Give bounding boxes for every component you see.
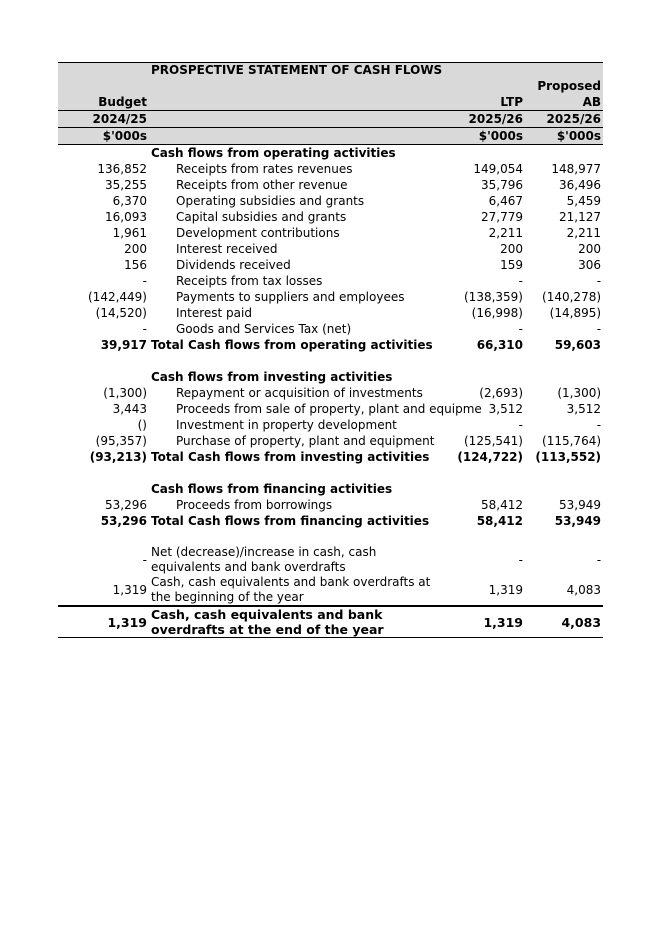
line-item-ltp: (2,693) (479, 385, 523, 400)
total-label: Total Cash flows from investing activities (151, 449, 430, 464)
line-item-budget: 136,852 (97, 161, 147, 176)
net-change-budget: - (142, 552, 147, 567)
line-item-budget: (142,449) (88, 289, 147, 304)
line-item-ab: 21,127 (559, 209, 602, 224)
cash-flow-statement (58, 62, 603, 638)
line-item-label: Interest received (176, 241, 278, 256)
line-item-budget: (1,300) (103, 385, 147, 400)
financing-rows (58, 497, 603, 513)
line-item-label: Receipts from other revenue (176, 177, 348, 192)
total-budget-value: (93,213) (89, 449, 147, 464)
title-row (58, 63, 603, 79)
line-item-row (58, 321, 603, 337)
header-row-labels (58, 94, 603, 111)
proposed-year: 2025/26 (525, 111, 603, 128)
beginning-label: Cash, cash equivalents and bank overdrafts at the beginning of the year (151, 575, 431, 604)
net-change-ltp: - (518, 552, 523, 567)
header-row-proposed (58, 78, 603, 94)
line-item-ab: 53,949 (559, 497, 602, 512)
line-item-label: Proceeds from sale of property, plant and equipme (176, 401, 482, 416)
line-item-ltp: - (518, 417, 523, 432)
line-item-budget: 35,255 (105, 177, 147, 192)
investing-heading: Cash flows from investing activities (151, 369, 393, 384)
line-item-label: Payments to suppliers and employees (176, 289, 405, 304)
line-item-ltp: 159 (500, 257, 523, 272)
beginning-ltp: 1,319 (488, 582, 523, 597)
line-item-ab: 36,496 (559, 177, 602, 192)
line-item-ltp: (16,998) (471, 305, 523, 320)
line-item-row (58, 193, 603, 209)
line-item-row (58, 257, 603, 273)
line-item-ab: 2,211 (566, 225, 602, 240)
total-label: Total Cash flows from financing activities (151, 513, 430, 528)
line-item-ab: - (596, 273, 602, 288)
proposed-header-line1: Proposed (525, 78, 603, 94)
line-item-label: Development contributions (176, 225, 340, 240)
statement-title: PROSPECTIVE STATEMENT OF CASH FLOWS (149, 63, 603, 79)
line-item-budget: 16,093 (105, 209, 147, 224)
header-row-units (58, 128, 603, 145)
line-item-row (58, 401, 603, 417)
total-budget-value: 39,917 (100, 337, 147, 352)
budget-year: 2024/25 (58, 111, 149, 128)
line-item-ab: 5,459 (566, 193, 602, 208)
beginning-cash-row (58, 575, 603, 606)
line-item-label: Dividends received (176, 257, 291, 272)
section-heading-row (58, 369, 603, 385)
line-item-label: Capital subsidies and grants (176, 209, 347, 224)
line-item-budget: 200 (124, 241, 147, 256)
line-item-ltp: 149,054 (473, 161, 523, 176)
proposed-header-line2: AB (525, 94, 603, 111)
spacer-row (58, 529, 603, 545)
financing-heading: Cash flows from financing activities (151, 481, 393, 496)
line-item-label: Repayment or acquisition of investments (176, 385, 423, 400)
line-item-ltp: 200 (500, 241, 523, 256)
line-item-row (58, 305, 603, 321)
line-item-ab: (1,300) (557, 385, 602, 400)
line-item-label: Interest paid (176, 305, 252, 320)
total-ab-value: (113,552) (535, 449, 602, 464)
proposed-unit: $'000s (525, 128, 603, 145)
budget-header: Budget (58, 94, 149, 111)
ending-label: Cash, cash equivalents and bank overdrafts at the end of the year (149, 606, 449, 638)
line-item-row (58, 433, 603, 449)
net-change-ab: - (596, 552, 602, 567)
line-item-budget: (14,520) (95, 305, 147, 320)
line-item-ab: 200 (578, 241, 602, 256)
line-item-ltp: 3,512 (488, 401, 523, 416)
net-change-label: Net (decrease)/increase in cash, cash equivalents and bank overdrafts (151, 545, 377, 574)
spacer-row (58, 353, 603, 369)
line-item-label: Goods and Services Tax (net) (176, 321, 352, 336)
line-item-budget: 156 (124, 257, 147, 272)
cash-flow-table (58, 62, 603, 638)
total-ltp-value: 58,412 (476, 513, 523, 528)
line-item-ltp: (125,541) (464, 433, 523, 448)
line-item-label: Investment in property development (176, 417, 397, 432)
line-item-ab: (115,764) (542, 433, 602, 448)
line-item-label: Operating subsidies and grants (176, 193, 365, 208)
line-item-budget: - (142, 273, 147, 288)
line-item-label: Proceeds from borrowings (176, 497, 333, 512)
line-item-ltp: - (518, 321, 523, 336)
budget-unit: $'000s (58, 128, 149, 145)
line-item-budget: (95,357) (95, 433, 147, 448)
operating-heading: Cash flows from operating activities (151, 145, 396, 160)
line-item-ltp: 6,467 (488, 193, 523, 208)
line-item-row (58, 209, 603, 225)
line-item-row (58, 241, 603, 257)
total-ltp-value: 66,310 (476, 337, 523, 352)
ending-ltp: 1,319 (449, 606, 525, 638)
line-item-ab: 3,512 (566, 401, 602, 416)
total-ltp-value: (124,722) (457, 449, 523, 464)
line-item-ab: - (596, 417, 602, 432)
line-item-row (58, 273, 603, 289)
line-item-budget: 3,443 (112, 401, 147, 416)
line-item-ab: 306 (578, 257, 602, 272)
total-ab-value: 53,949 (554, 513, 602, 528)
total-label: Total Cash flows from operating activities (151, 337, 433, 352)
line-item-budget: 1,961 (112, 225, 147, 240)
investing-total-row (58, 449, 603, 465)
line-item-label: Receipts from tax losses (176, 273, 323, 288)
ltp-unit: $'000s (449, 128, 525, 145)
line-item-ltp: (138,359) (464, 289, 523, 304)
line-item-label: Receipts from rates revenues (176, 161, 353, 176)
line-item-budget: 6,370 (112, 193, 147, 208)
line-item-label: Purchase of property, plant and equipment (176, 433, 435, 448)
line-item-row (58, 177, 603, 193)
line-item-row (58, 161, 603, 177)
line-item-row (58, 225, 603, 241)
financing-total-row (58, 513, 603, 529)
line-item-ltp: 27,779 (481, 209, 523, 224)
operating-total-row (58, 337, 603, 353)
investing-rows (58, 385, 603, 449)
total-ab-value: 59,603 (554, 337, 602, 352)
ending-cash-row (58, 606, 603, 638)
ending-ab: 4,083 (525, 606, 603, 638)
line-item-ab: - (596, 321, 602, 336)
section-heading-row (58, 145, 603, 162)
section-heading-row (58, 481, 603, 497)
beginning-budget: 1,319 (112, 582, 147, 597)
line-item-row (58, 385, 603, 401)
line-item-ltp: 58,412 (481, 497, 523, 512)
line-item-ab: (14,895) (549, 305, 602, 320)
line-item-ab: (140,278) (542, 289, 602, 304)
beginning-ab: 4,083 (566, 582, 602, 597)
ltp-header: LTP (449, 94, 525, 111)
line-item-budget: - (142, 321, 147, 336)
spacer-row (58, 465, 603, 481)
header-row-years (58, 111, 603, 128)
ltp-year: 2025/26 (449, 111, 525, 128)
total-budget-value: 53,296 (100, 513, 147, 528)
line-item-row (58, 289, 603, 305)
line-item-ab: 148,977 (551, 161, 602, 176)
line-item-row (58, 417, 603, 433)
line-item-ltp: 35,796 (481, 177, 523, 192)
line-item-budget: 53,296 (105, 497, 147, 512)
line-item-budget: () (137, 417, 147, 432)
line-item-row (58, 497, 603, 513)
line-item-ltp: 2,211 (488, 225, 523, 240)
line-item-ltp: - (518, 273, 523, 288)
net-change-row (58, 545, 603, 575)
operating-rows (58, 161, 603, 337)
ending-budget: 1,319 (58, 606, 149, 638)
